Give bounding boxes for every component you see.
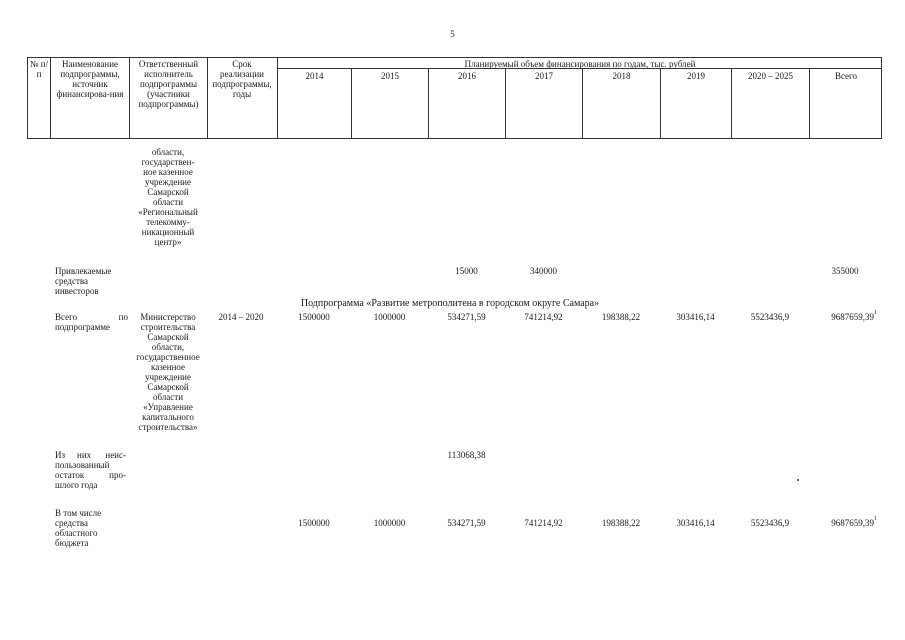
- subprogram-title: Подпрограмма «Развитие метрополитена в городском округе Самара»: [300, 298, 600, 309]
- table-header: [27, 57, 882, 139]
- page-number: 5: [450, 29, 455, 39]
- unused-2016: 113068,38: [447, 450, 486, 460]
- executor-continuation: области, государствен- ное казенное учреждение Самарской области «Региональный телекомму- никационный центр»: [138, 147, 198, 247]
- regional-total: 9687659,39: [831, 518, 874, 528]
- header-term: Срок реализации подпрограммы, годы: [212, 59, 272, 99]
- total-2016: 534271,59: [447, 312, 486, 322]
- regional-2015: 1000000: [373, 518, 406, 528]
- total-2019: 303416,14: [676, 312, 715, 322]
- regional-2019: 303416,14: [676, 518, 715, 528]
- investors-2016: 15000: [455, 266, 478, 276]
- header-name: Наименование подпрограммы, источник финансирова-ния: [56, 59, 124, 99]
- total-term: 2014 – 2020: [218, 312, 264, 322]
- unused-label: Из них неис- пользованный остаток про- шлого года: [55, 450, 126, 490]
- regional-2020-2025: 5523436,9: [750, 518, 790, 528]
- header-year: 2015: [381, 71, 399, 81]
- total-2015: 1000000: [373, 312, 406, 322]
- total-executor: Министерство строительства Самарской области, государственное казенное учреждение Самарской области «Управление капитального строительства»: [136, 312, 200, 432]
- header-year-total: Всего: [834, 71, 858, 81]
- regional-2017: 741214,92: [524, 518, 563, 528]
- header-year: 2020 – 2025: [748, 71, 793, 81]
- total-all: 9687659,39: [831, 312, 874, 322]
- header-planned: Планируемый объем финансирования по годам, тыс. рублей: [464, 59, 696, 69]
- col-divider: [207, 58, 208, 138]
- header-year: 2017: [535, 71, 553, 81]
- header-year: 2019: [687, 71, 705, 81]
- regional-label: В том числе средства областного бюджета: [55, 508, 102, 548]
- total-2020-2025: 5523436,9: [750, 312, 790, 322]
- header-num: № п/п: [29, 59, 49, 79]
- investors-total: 355000: [831, 266, 859, 276]
- scan-speck: [797, 479, 799, 481]
- total-label: Всего по подпрограмме: [55, 312, 128, 332]
- investors-label: Привлекаемые средства инвесторов: [55, 266, 112, 296]
- header-executor: Ответственный исполнитель подпрограммы (участники подпрограммы): [138, 59, 199, 109]
- header-year: 2016: [458, 71, 476, 81]
- header-year: 2018: [612, 71, 631, 81]
- investors-2017: 340000: [530, 266, 557, 276]
- total-footnote-mark: 1: [874, 310, 877, 316]
- regional-2018: 198388,22: [601, 518, 641, 528]
- total-2018: 198388,22: [601, 312, 641, 322]
- total-2014: 1500000: [298, 312, 330, 322]
- col-divider: [277, 58, 278, 138]
- total-2017: 741214,92: [524, 312, 563, 322]
- regional-2014: 1500000: [298, 518, 330, 528]
- header-year: 2014: [305, 71, 324, 81]
- regional-footnote-mark: 1: [874, 516, 877, 522]
- regional-2016: 534271,59: [447, 518, 486, 528]
